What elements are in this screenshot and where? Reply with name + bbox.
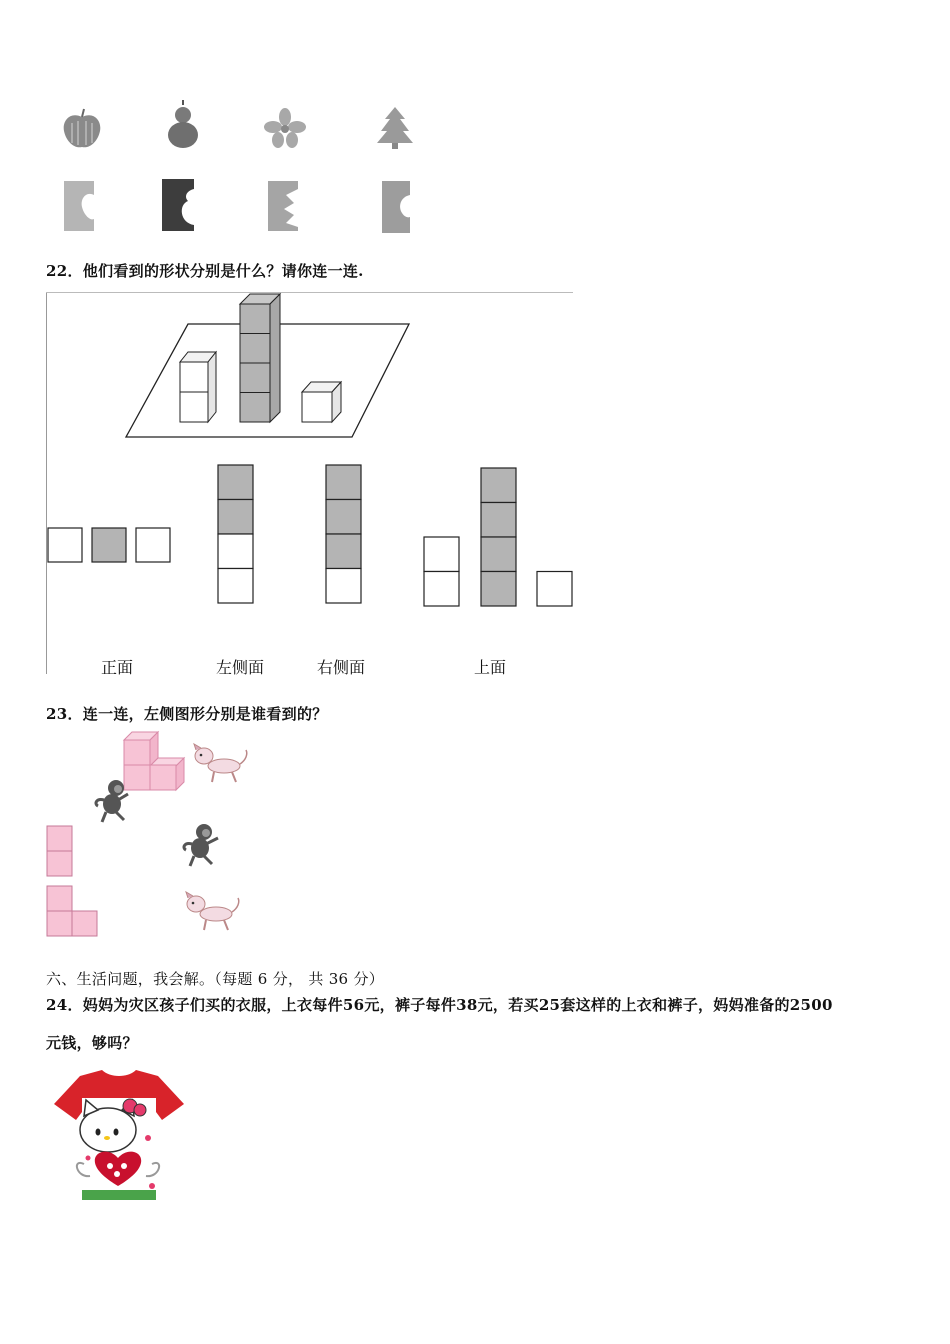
view-label-left-side: 左侧面 (216, 658, 265, 677)
question-23-text: 23．连一连，左侧图形分别是谁看到的？ (46, 705, 328, 723)
shape-l-form (47, 886, 97, 936)
matching-figure (46, 730, 266, 942)
question-24-line2: 元钱，够吗？ (46, 1034, 138, 1052)
view-top-squares (424, 468, 572, 606)
cube-single (302, 382, 341, 422)
tshirt-image (52, 1068, 186, 1204)
view-left-squares (218, 465, 253, 603)
apple-stamp-icon (64, 109, 101, 147)
view-right-squares (326, 465, 361, 603)
view-label-top: 上面 (474, 658, 507, 677)
view-label-front: 正面 (101, 658, 134, 677)
dog-icon (194, 744, 247, 782)
gourd-board-icon (162, 179, 194, 231)
cube-stack-four (240, 294, 280, 422)
shape-two-vertical (47, 826, 72, 876)
question-22-text: 22．他们看到的形状分别是什么？请你连一连. (46, 262, 364, 280)
question-24-line1: 24．妈妈为灾区孩子们买的衣服，上衣每件56元，裤子每件38元，若买25套这样的上衣和裤子，妈妈准备的2500 (46, 996, 833, 1014)
monkey-icon (96, 780, 128, 822)
flower-board-icon (268, 181, 298, 231)
tree-board-icon (382, 181, 410, 233)
gourd-stamp-icon (168, 100, 198, 148)
view-label-right-side: 右侧面 (317, 658, 366, 677)
view-front-squares (48, 528, 170, 562)
section-6-heading: 六、生活问题，我会解。（每题 6 分， 共 36 分） (46, 970, 385, 988)
apple-board-icon (64, 181, 94, 231)
monkey-icon (184, 824, 218, 866)
pink-cube-cluster (124, 732, 184, 790)
flower-stamp-icon (264, 108, 306, 148)
cube-stack-two (180, 352, 216, 422)
dog-icon (186, 892, 239, 930)
stamp-shapes-figure (40, 95, 440, 245)
cube-views-figure (46, 292, 576, 674)
tree-stamp-icon (377, 107, 413, 149)
